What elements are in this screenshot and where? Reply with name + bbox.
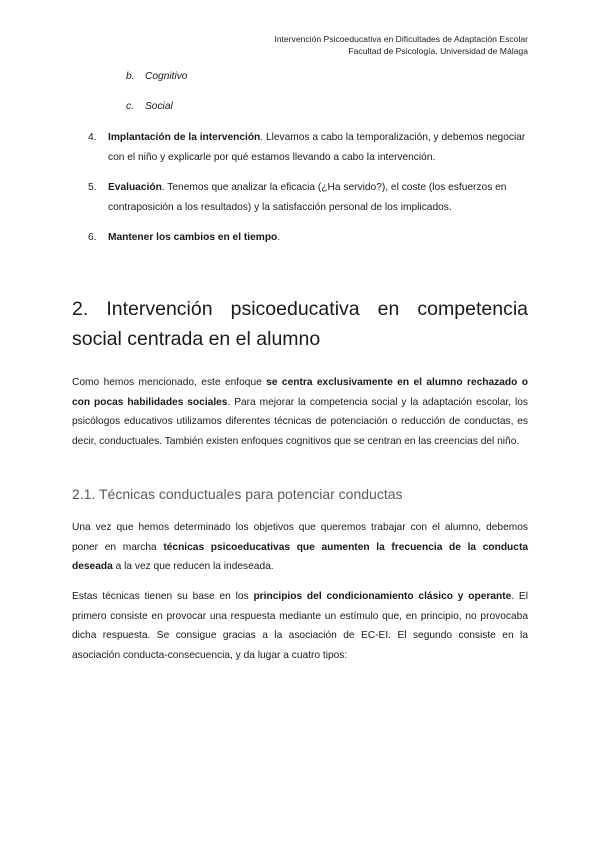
running-header xyxy=(274,33,528,57)
step-number: 5. xyxy=(88,182,97,193)
step-text xyxy=(108,178,528,217)
paragraph-principles xyxy=(72,587,528,665)
paragraph-text: Una vez que hemos determinado los objetivos que queremos trabajar con el alumno, debemos poner en marcha xyxy=(72,522,528,553)
step-text xyxy=(108,228,528,248)
header-course-title: Intervención Psicoeducativa en Dificultades de Adaptación Escolar xyxy=(274,34,528,44)
sub-list-text: Social xyxy=(145,101,173,112)
steps-list xyxy=(88,128,528,259)
step-description: . Tenemos que analizar la eficacia (¿Ha servido?), el coste (los esfuerzos en contraposición a los resultados) y la satisfacción personal de los implicados. xyxy=(108,182,507,213)
paragraph-text: Estas técnicas tienen su base en los xyxy=(72,591,254,602)
paragraph-text: Como hemos mencionado, este enfoque xyxy=(72,377,267,388)
paragraph-emphasis: principios del condicionamiento clásico y operante xyxy=(253,591,512,602)
paragraph-intro xyxy=(72,373,528,451)
paragraph-emphasis: técnicas psicoeducativas que aumenten la frecuencia de la conducta deseada xyxy=(72,541,529,572)
header-faculty: Facultad de Psicología, Universidad de Málaga xyxy=(348,46,528,56)
paragraph-text: a la vez que reducen la indeseada. xyxy=(112,561,274,572)
step-number: 6. xyxy=(88,232,97,243)
step-number: 4. xyxy=(88,132,97,143)
step-text xyxy=(108,128,528,167)
sub-list-item xyxy=(126,101,187,131)
step-title: Evaluación xyxy=(108,182,162,193)
step-item xyxy=(88,128,528,167)
paragraph-text: . El primero consiste en provocar una respuesta mediante un estímulo que, en principio, no provocaba dicha respuesta. Se consigue gracias a la asociación de EC-EI. El segundo consiste en la asociación conducta-consecuencia, y da lugar a cuatro tipos: xyxy=(72,591,528,661)
step-title: Mantener los cambios en el tiempo xyxy=(108,232,278,243)
sub-list-marker: c. xyxy=(126,101,134,112)
step-item xyxy=(88,178,528,217)
step-item xyxy=(88,228,528,248)
paragraph-text: . Para mejorar la competencia social y la adaptación escolar, los psicólogos educativos utilizamos diferentes técnicas de potenciación o reducción de conductas, es decir, conductuales. También existen enfoques cognitivos que se centran en las creencias del niño. xyxy=(72,396,528,447)
subsection-heading: 2.1. Técnicas conductuales para potenciar conductas xyxy=(72,486,403,502)
step-description: . Llevamos a cabo la temporalización, y debemos negociar con el niño y explicarle por qué estamos llevando a cabo la intervención. xyxy=(108,132,526,163)
sub-list-text: Cognitivo xyxy=(145,71,188,82)
sub-list xyxy=(126,71,187,131)
paragraph-objectives xyxy=(72,518,528,577)
step-title: Implantación de la intervención xyxy=(108,132,261,143)
step-description: . xyxy=(277,232,281,243)
section-heading: 2. Intervención psicoeducativa en competencia social centrada en el alumno xyxy=(72,298,528,350)
paragraph-emphasis: se centra exclusivamente en el alumno rechazado o con pocas habilidades sociales xyxy=(72,377,528,408)
sub-list-marker: b. xyxy=(126,71,135,82)
sub-list-item xyxy=(126,71,187,101)
